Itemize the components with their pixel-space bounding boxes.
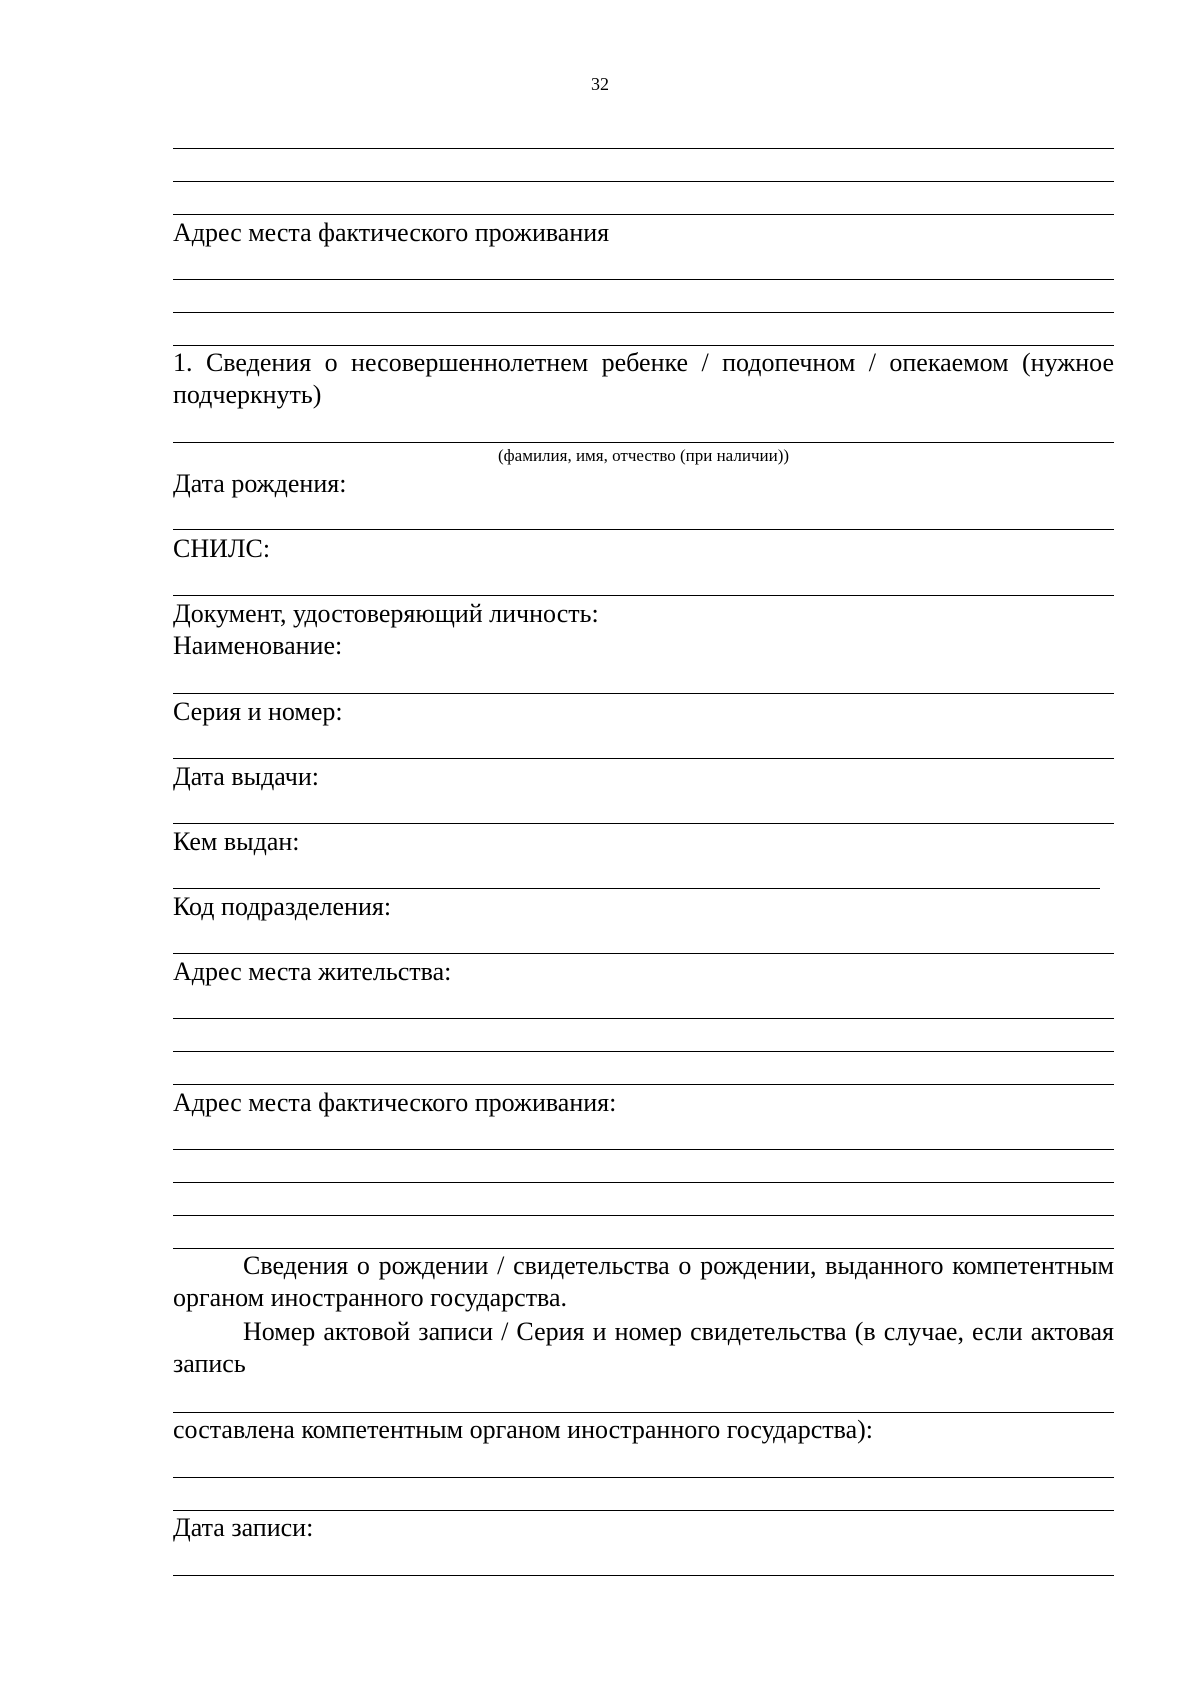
division-code-line[interactable] — [173, 953, 1114, 954]
act-record-cont: составлена компетентным органом иностранного государства): — [173, 1415, 873, 1444]
fill-line[interactable] — [173, 148, 1114, 149]
residence-line[interactable] — [173, 1084, 1114, 1085]
page-number: 32 — [591, 74, 609, 94]
issued-by-label: Кем выдан: — [173, 827, 300, 856]
snils-label: СНИЛС: — [173, 534, 271, 563]
issue-date-label: Дата выдачи: — [173, 762, 320, 791]
act-record-line[interactable] — [173, 1510, 1114, 1511]
actual-address-line[interactable] — [173, 1182, 1114, 1183]
prev-actual-address-label: Адрес места фактического проживания — [173, 218, 610, 247]
doc-name-label: Наименование: — [173, 631, 343, 660]
fill-line[interactable] — [173, 312, 1114, 313]
issued-by-line[interactable] — [173, 888, 1100, 889]
residence-line[interactable] — [173, 1018, 1114, 1019]
fill-line[interactable] — [173, 279, 1114, 280]
record-date-label: Дата записи: — [173, 1513, 314, 1542]
fill-line[interactable] — [173, 345, 1114, 346]
section1-heading: 1. Сведения о несовершеннолетнем ребенке / подопечном / опекаемом (нужное подчеркнуть) — [173, 348, 1114, 409]
fio-line[interactable] — [173, 442, 1114, 443]
fill-line[interactable] — [173, 181, 1114, 182]
fill-line[interactable] — [173, 214, 1114, 215]
actual-address-line[interactable] — [173, 1149, 1114, 1150]
series-number-label: Серия и номер: — [173, 697, 343, 726]
act-record-line[interactable] — [173, 1412, 1114, 1413]
division-code-label: Код подразделения: — [173, 892, 392, 921]
id-doc-label: Документ, удостоверяющий личность: — [173, 599, 599, 628]
actual-address-line[interactable] — [173, 1215, 1114, 1216]
fio-caption: (фамилия, имя, отчество (при наличии)) — [497, 446, 790, 465]
doc-name-line[interactable] — [173, 693, 1114, 694]
birth-date-line[interactable] — [173, 529, 1114, 530]
act-record-text: Номер актовой записи / Серия и номер свидетельства (в случае, если актовая запись — [173, 1317, 1114, 1378]
birth-info-text: Сведения о рождении / свидетельства о рождении, выданного компетентным органом иностранного государства. — [173, 1251, 1114, 1312]
actual-address-line[interactable] — [173, 1248, 1114, 1249]
act-record-line[interactable] — [173, 1477, 1114, 1478]
snils-line[interactable] — [173, 595, 1114, 596]
birth-date-label: Дата рождения: — [173, 469, 347, 498]
issue-date-line[interactable] — [173, 823, 1114, 824]
residence-line[interactable] — [173, 1051, 1114, 1052]
residence-address-label: Адрес места жительства: — [173, 957, 452, 986]
actual-address-label: Адрес места фактического проживания: — [173, 1088, 617, 1117]
record-date-line[interactable] — [173, 1575, 1114, 1576]
series-number-line[interactable] — [173, 758, 1114, 759]
